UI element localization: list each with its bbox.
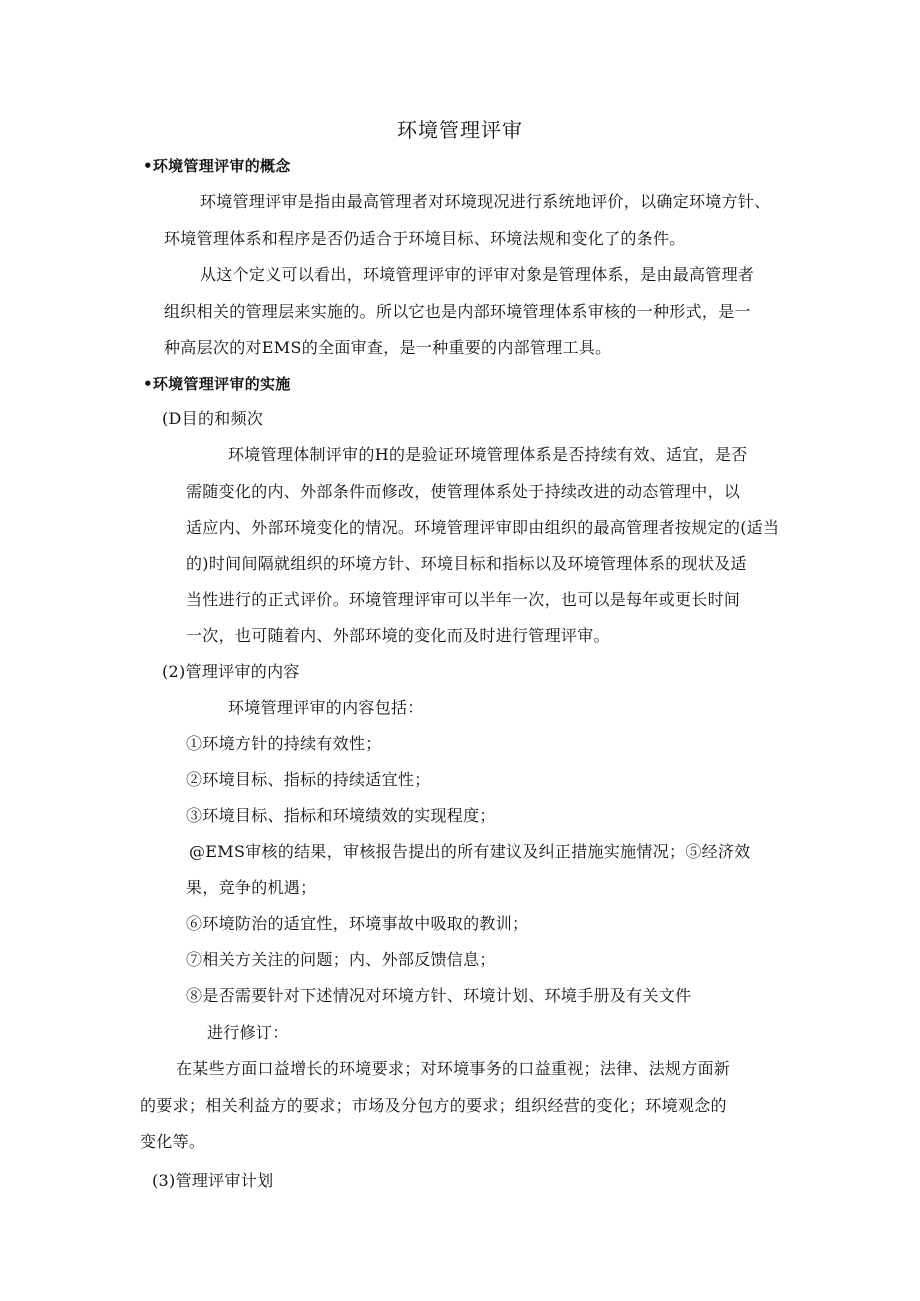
paragraph-line: 环境管理评审是指由最高管理者对环境现况进行系统地评价，以确定环境方针、 [200, 192, 771, 211]
paragraph-line: 一次，也可随着内、外部环境的变化而及时进行管理评审。 [186, 626, 610, 645]
paragraph-line: 需随变化的内、外部条件而修改，使管理体系处于持续改进的动态管理中，以 [186, 482, 741, 501]
paragraph-line: 适应内、外部环境变化的情况。环境管理评审即由组织的最高管理者按规定的(适当 [186, 518, 780, 537]
list-item: @EMS审核的结果，审核报告提出的所有建议及纠正措施实施情况；⑤经济效 [189, 842, 751, 861]
paragraph-line: 的)时间间隔就组织的环境方针、环境目标和指标以及环境管理体系的现状及适 [186, 554, 747, 573]
paragraph-line: 在某些方面口益增长的环境要求；对环境事务的口益重视；法律、法规方面新 [176, 1059, 731, 1078]
paragraph-line: 种高层次的对EMS的全面审查，是一种重要的内部管理工具。 [164, 338, 612, 357]
list-item: ⑦相关方关注的问题；内、外部反馈信息； [186, 950, 496, 969]
list-item: ③环境目标、指标和环境绩效的实现程度； [186, 806, 496, 825]
paragraph-line: 环境管理体系和程序是否仍适合于环境目标、环境法规和变化了的条件。 [164, 229, 686, 248]
list-item-continuation: 果，竞争的机遇； [186, 878, 317, 897]
list-item: ⑥环境防治的适宜性，环境事故中吸取的教训； [186, 914, 529, 933]
paragraph-line: 的要求；相关利益方的要求；市场及分包方的要求；组织经营的变化；环境观念的 [140, 1096, 727, 1115]
paragraph-line: 环境管理评审的内容包括： [228, 698, 424, 717]
list-item-continuation: 进行修订： [207, 1023, 289, 1042]
subsection-heading-content: (2)管理评审的内容 [162, 662, 300, 681]
page-title: 环境管理评审 [397, 118, 523, 142]
list-item: ②环境目标、指标的持续适宜性； [186, 770, 431, 789]
paragraph-line: 环境管理体制评审的H的是验证环境管理体系是否持续有效、适宜，是否 [228, 445, 748, 464]
subsection-heading-plan: (3)管理评审计划 [152, 1171, 274, 1190]
paragraph-line: 变化等。 [140, 1132, 206, 1151]
subsection-heading-purpose: (D目的和频次 [162, 409, 264, 428]
paragraph-line: 从这个定义可以看出，环境管理评审的评审对象是管理体系，是由最高管理者 [200, 265, 755, 284]
paragraph-line: 组织相关的管理层来实施的。所以它也是内部环境管理体系审核的一种形式，是一 [164, 302, 751, 321]
section-heading-concept: •环境管理评审的概念 [143, 157, 291, 175]
section-heading-implementation: •环境管理评审的实施 [143, 375, 291, 393]
paragraph-line: 当性进行的正式评价。环境管理评审可以半年一次，也可以是每年或更长时间 [186, 590, 741, 609]
list-item: ⑧是否需要针对下述情况对环境方针、环境计划、环境手册及有关文件 [186, 986, 692, 1005]
list-item: ①环境方针的持续有效性； [186, 734, 382, 753]
